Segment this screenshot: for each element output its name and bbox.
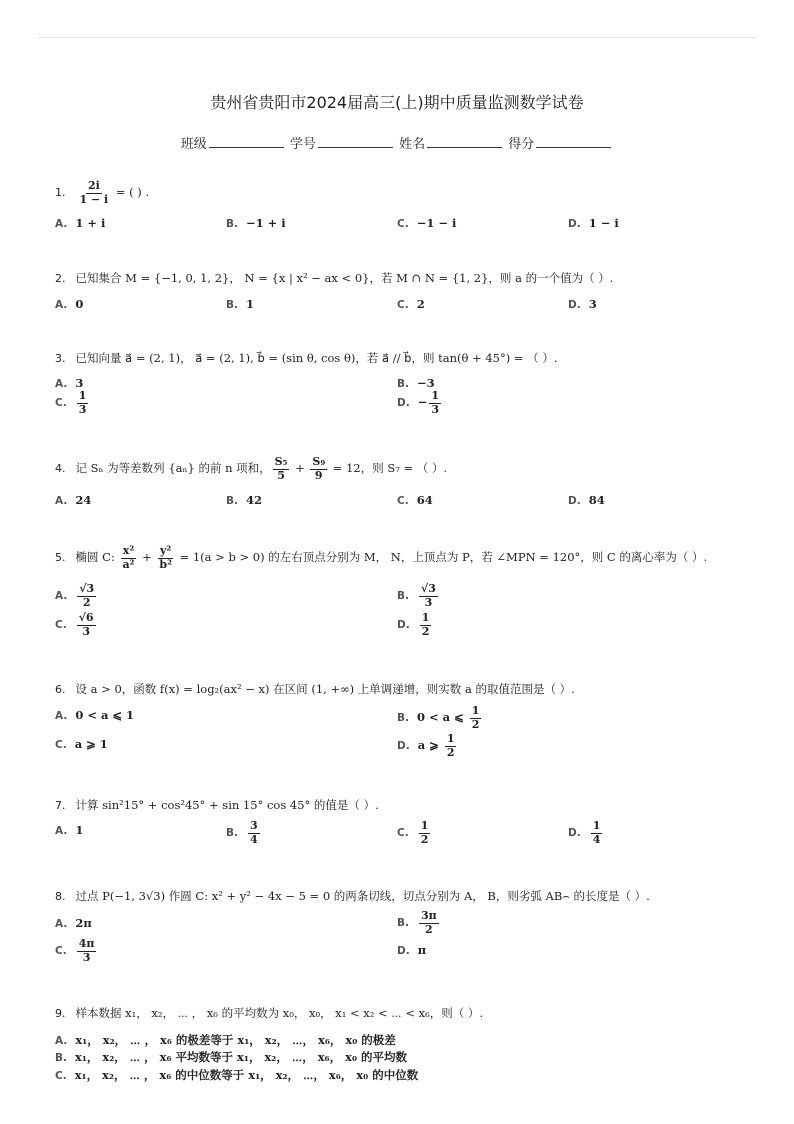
q2-option-d: D. 3 [568, 297, 597, 311]
q7-option-d: D. $\frac{1}{4}$ [568, 819, 601, 846]
student-info-fields [0, 133, 794, 152]
fraction: $\frac{√3}{2}$ [79, 582, 95, 609]
fraction: $\frac{1}{2}$ [420, 819, 429, 846]
fraction: $\frac{1}{2}$ [471, 704, 480, 731]
field-name: 姓名 [399, 133, 504, 152]
q1-option-b: B. −1 + i [226, 216, 286, 230]
q7-option-b: B. $\frac{3}{4}$ [226, 819, 258, 846]
question-2: 2. 已知集合 M = {−1, 0, 1, 2}， N = {x | x² − ax < 0}，若 M ∩ N = {1, 2}，则 a 的一个值为（ ）. [55, 271, 614, 285]
q5-option-a: A. $\frac{√3}{2}$ [55, 582, 95, 609]
q4-option-c: C. 64 [397, 493, 433, 507]
q8-option-a: A. 2π [55, 916, 92, 930]
fraction: $\frac{1}{2}$ [421, 611, 430, 638]
q7-option-a: A. 1 [55, 823, 84, 837]
q9-option-c: C. x₁， x₂， ⋯ ， x₆ 的中位数等于 x₁， x₂， ⋯， x₆， x₀ 的中位数 [55, 1068, 419, 1082]
q6-option-a: A. 0 < a ⩽ 1 [55, 708, 135, 722]
q6-option-d: D. a ⩾ $\frac{1}{2}$ [397, 732, 455, 759]
blank-line [427, 136, 502, 148]
fraction: $\frac{3\pi}{2}$ [421, 909, 437, 936]
q4-option-b: B. 42 [226, 493, 263, 507]
question-1: 1. $\frac{2i}{1 - i}$ = ( ) . [55, 179, 150, 206]
q1-option-d: D. 1 − i [568, 216, 619, 230]
page-title: 贵州省贵阳市2024届高三(上)期中质量监测数学试卷 [210, 93, 584, 112]
q8-option-b: B. $\frac{3\pi}{2}$ [397, 909, 437, 936]
field-student-no: 学号 [290, 133, 395, 152]
q1-option-c: C. −1 − i [397, 216, 457, 230]
field-class: 班级 [181, 133, 286, 152]
q5-option-c: C. $\frac{√6}{3}$ [55, 611, 94, 638]
q9-option-a: A. x₁， x₂， ⋯ ， x₆ 的极差等于 x₁， x₂， ⋯， x₆， x₀ 的极差 [55, 1033, 396, 1047]
q9-option-b: B. x₁， x₂， ⋯ ， x₆ 平均数等于 x₁， x₂， ⋯， x₆， x₀ 的平均数 [55, 1050, 407, 1064]
fraction: $\frac{1}{3}$ [431, 389, 440, 416]
question-3: 3. 已知向量 a⃗ = (2, 1)， a⃗ = (2, 1), b⃗ = (sin θ, cos θ)，若 a⃗ // b⃗，则 tan(θ + 45°) = （ ）. [55, 351, 558, 365]
q3-option-d: D. − $\frac{1}{3}$ [397, 389, 440, 416]
q4-option-d: D. 84 [568, 493, 605, 507]
fraction: $\frac{1}{3}$ [78, 389, 87, 416]
blank-line [318, 136, 393, 148]
q4-option-a: A. 24 [55, 493, 92, 507]
question-8: 8. 过点 P(−1, 3√3) 作圆 C: x² + y² − 4x − 5 = 0 的两条切线，切点分别为 A， B，则劣弧 AB⌢ 的长度是（ ）. [55, 889, 650, 903]
q3-option-a: A. 3 [55, 376, 84, 390]
q8-option-d: D. π [397, 943, 427, 957]
blank-line [536, 136, 611, 148]
q2-option-c: C. 2 [397, 297, 425, 311]
fraction: $\frac{\text{y²}}{\text{b²}}$ [159, 544, 172, 571]
fraction: $\frac{\text{S₅}}{5}$ [274, 455, 288, 482]
question-6: 6. 设 a > 0，函数 f(x) = log₂(ax² − x) 在区间 (1, +∞) 上单调递增，则实数 a 的取值范围是（ ）. [55, 682, 575, 696]
q1-option-a: A. 1 + i [55, 216, 106, 230]
q5-option-d: D. $\frac{1}{2}$ [397, 611, 430, 638]
q5-option-b: B. $\frac{√3}{3}$ [397, 582, 436, 609]
fraction: $\frac{4\pi}{3}$ [78, 937, 95, 964]
q2-option-a: A. 0 [55, 297, 84, 311]
fraction: $\frac{√3}{3}$ [421, 582, 436, 609]
question-9: 9. 样本数据 x₁， x₂， ⋯ ， x₆ 的平均数为 x₀， x₀， x₁ < x₂ < ⋯ < x₆，则（ ）. [55, 1006, 484, 1020]
q6-option-c: C. a ⩾ 1 [55, 737, 108, 751]
q3-option-b: B. −3 [397, 376, 435, 390]
page-top-rule [38, 37, 756, 38]
q6-option-b: B. 0 < a ⩽ $\frac{1}{2}$ [397, 704, 480, 731]
fraction: $\frac{1}{4}$ [592, 819, 601, 846]
question-5: 5. 椭圆 C: $\frac{\text{x²}}{\text{a²}}$ + $\frac{\text{y²}}{\text{b²}}$ = 1(a > b > 0) 的左右顶点分别为 M， N，上顶点为 P，若 ∠MPN = 120°，则 C 的离心率为（ ）. [55, 544, 708, 571]
q7-option-c: C. $\frac{1}{2}$ [397, 819, 429, 846]
field-score: 得分 [508, 133, 613, 152]
fraction: $\frac{√6}{3}$ [78, 611, 94, 638]
fraction: $\frac{\text{S₉}}{9}$ [312, 455, 326, 482]
q8-option-c: C. $\frac{4\pi}{3}$ [55, 937, 95, 964]
q3-option-c: C. $\frac{1}{3}$ [55, 389, 87, 416]
fraction: $\frac{2i}{1 - i}$ [79, 179, 109, 206]
q2-option-b: B. 1 [226, 297, 255, 311]
fraction: $\frac{3}{4}$ [250, 819, 258, 846]
blank-line [209, 136, 284, 148]
fraction: $\frac{1}{2}$ [446, 732, 455, 759]
fraction: $\frac{\text{x²}}{\text{a²}}$ [122, 544, 135, 571]
question-4: 4. 记 Sₙ 为等差数列 {aₙ} 的前 n 项和， $\frac{\text{S₅}}{5}$ + $\frac{\text{S₉}}{9}$ = 12，则 S₇ = （ ）. [55, 455, 448, 482]
question-7: 7. 计算 sin²15° + cos²45° + sin 15° cos 45° 的值是（ ）. [55, 798, 379, 812]
